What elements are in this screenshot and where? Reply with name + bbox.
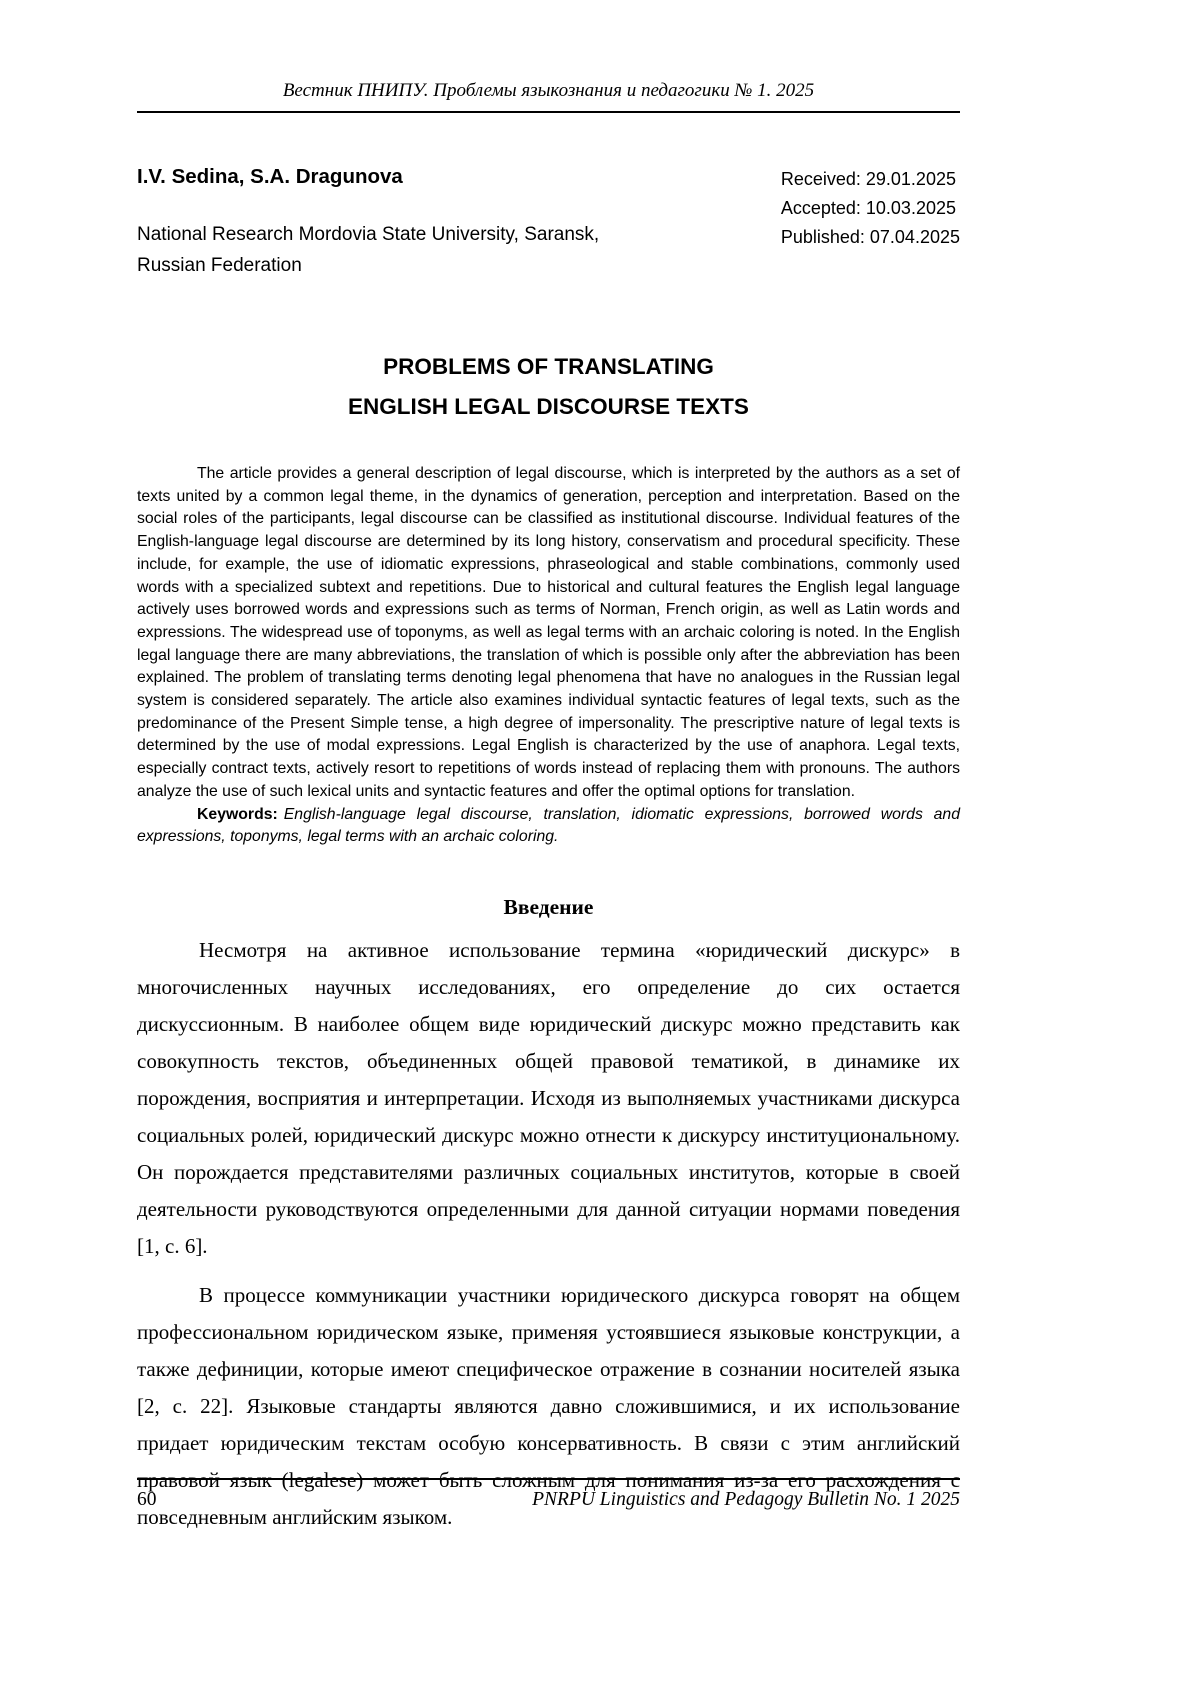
meta-block [137,165,960,281]
page-content [137,0,960,1536]
dates-block [781,165,960,252]
body-paragraph-1: Несмотря на активное использование термина «юридический дискурс» в многочисленных научных исследованиях, его определение до сих остается дискуссионным. В наиболее общем виде юридический дискурс можно представить как совокупность текстов, объединенных общей правовой тематикой, в динамике их порождения, восприятия и интерпретации. Исходя из выполняемых участниками дискурса социальных ролей, юридический дискурс можно отнести к дискурсу институциональному. Он порождается представителями различных социальных институтов, которые в своей деятельности руководствуются определенными для данной ситуации нормами поведения [1, с. 6]. [137,937,960,1258]
affiliation: National Research Mordovia State University, Saransk, Russian Federation [137,224,600,276]
received-date: Received: 29.01.2025 [780,169,956,189]
running-head: Вестник ПНИПУ. Проблемы языкознания и педагогики № 1. 2025 [137,80,960,113]
page-footer [137,1478,960,1511]
published-date: Published: 07.04.2025 [780,227,960,247]
author-block [137,165,637,281]
keywords-label: Keywords: [197,805,278,823]
keywords-line [137,804,960,849]
body-paragraph-2: В процессе коммуникации участники юридического дискурса говорят на общем профессиональном юридическом языке, применяя устоявшиеся языковые конструкции, а также дефиниции, которые имеют специфическое отражение в сознании носителей языка [2, с. 22]. Языковые стандарты являются давно сложившимися, и их использование придает юридическим текстам особую консервативность. В связи с этим английский правовой язык (legalese) может быть сложным для понимания из-за его расхождения с повседневным английским языком. [137,1282,960,1529]
paper-title-line2: ENGLISH LEGAL DISCOURSE TEXTS [348,394,749,419]
footer-page-number: 60 [137,1489,157,1510]
paper-title [137,347,960,427]
accepted-date: Accepted: 10.03.2025 [780,198,956,218]
section-heading-introduction: Введение [503,894,594,919]
paper-title-line1: PROBLEMS OF TRANSLATING [383,354,714,379]
keywords-text: English-language legal discourse, translation, idiomatic expressions, borrowed words and expressions, toponyms, legal terms with an archaic coloring. [137,805,960,846]
abstract-text: The article provides a general description of legal discourse, which is interpreted by the authors as a set of texts united by a common legal theme, in the dynamics of generation, perception and interpretation. Based on the social roles of the participants, legal discourse can be classified as institutional discourse. Individual features of the English-language legal discourse are determined by its long history, conservatism and procedural specificity. These include, for example, the use of idiomatic expressions, phraseological and stable combinations, commonly used words with a specialized subtext and repetitions. Due to historical and cultural features the English legal language actively uses borrowed words and expressions such as terms of Norman, French origin, as well as Latin words and expressions. The widespread use of toponyms, as well as legal terms with an archaic coloring is noted. In the English legal language there are many abbreviations, the translation of which is possible only after the abbreviation has been explained. The problem of translating terms denoting legal phenomena that have no analogues in the Russian legal system is considered separately. The article also examines individual syntactic features of legal texts, such as the predominance of the Present Simple tense, a high degree of impersonality. The prescriptive nature of legal texts is determined by the use of modal expressions. Legal English is characterized by the use of anaphora. Legal texts, especially contract texts, actively resort to repetitions of words instead of replacing them with pronouns. The authors analyze the use of such lexical units and syntactic features and offer the optimal options for translation. [137,465,960,800]
authors: I.V. Sedina, S.A. Dragunova [137,165,403,188]
footer-journal-title: PNRPU Linguistics and Pedagogy Bulletin No. 1 2025 [532,1489,960,1510]
abstract-block [137,463,960,849]
